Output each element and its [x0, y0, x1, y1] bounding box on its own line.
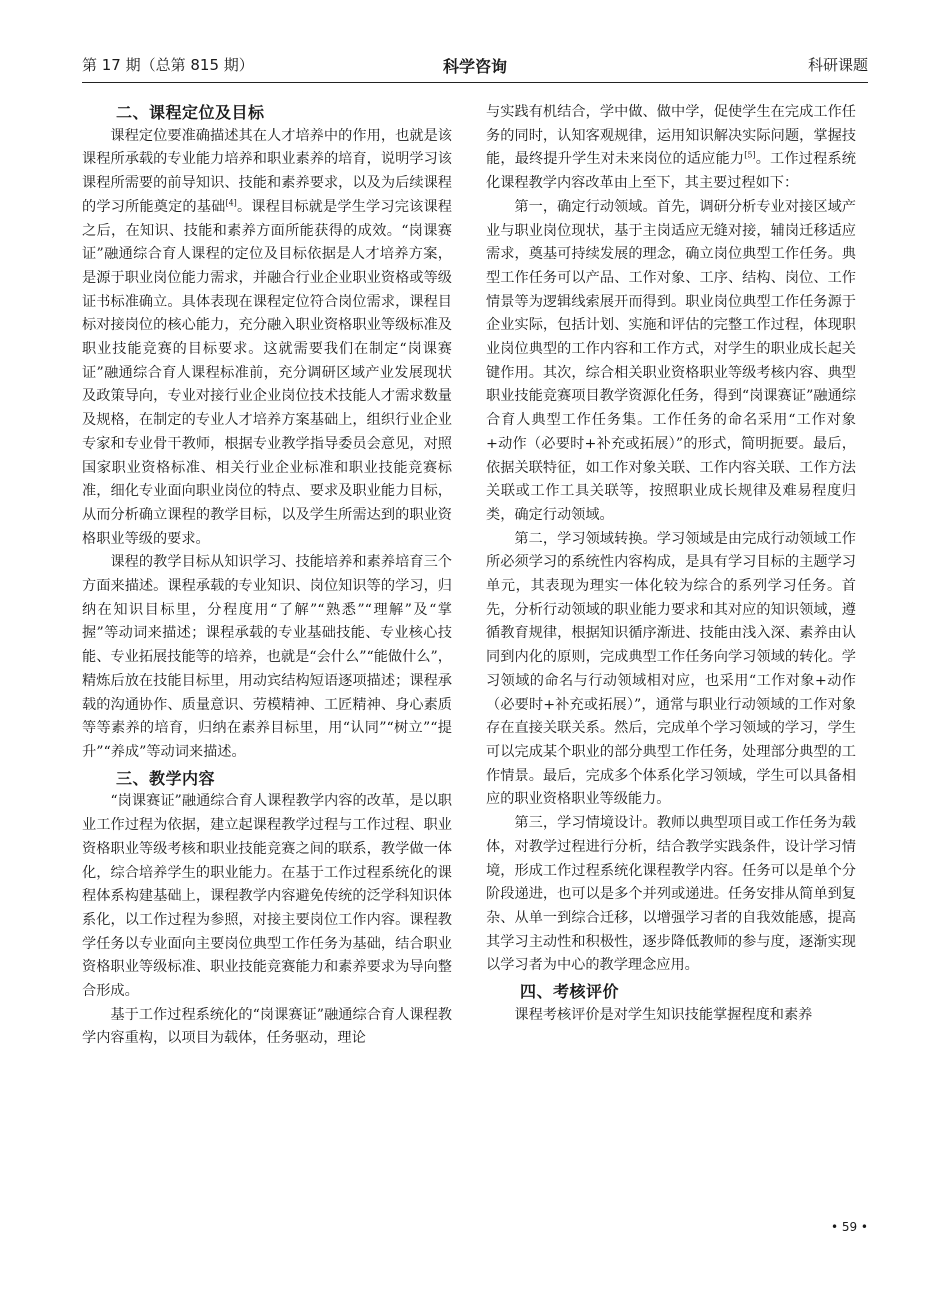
section-heading-course-positioning: 二、课程定位及目标: [116, 103, 265, 122]
paragraph-text: 。工作过程系统化课程教学内容改革由上至下，其主要过程如下：: [486, 151, 856, 192]
paragraph-text: 课程定位要准确描述其在人才培养中的作用，也就是该课程所承载的专业能力培养和职业素养的培育，说明学习该课程所需要的前导知识、技能和素养要求，以及为后续课程的学习所能奠定的基础: [82, 127, 452, 215]
section-heading-assessment: 四、考核评价: [520, 982, 620, 1002]
paragraph: 第三，学习情境设计。教师以典型项目或工作任务为载体，对教学过程进行分析，结合教学实践条件，设计学习情境，形成工作过程系统化课程教学内容。任务可以是单个分阶段递进，也可以是多个并列或递进。任务安排从简单到复杂、从单一到综合迁移，以增强学习者的自我效能感，提高其学习主动性和积极性，逐步降低教师的参与度，逐渐实现以学习者为中心的教学理念应用。: [486, 815, 856, 974]
header-divider: [82, 82, 868, 83]
paragraph: “岗课赛证”融通综合育人课程教学内容的改革，是以职业工作过程为依据，建立起课程教学过程与工作过程、职业资格职业等级考核和职业技能竞赛之间的联系，教学做一体化，综合培养学生的职业能力。在基于工作过程系统化的课程体系构建基础上，课程教学内容避免传统的泛学科知识体系化，以工作过程为参照，对接主要岗位工作内容。课程教学任务以专业面向主要岗位典型工作任务为基础，结合职业资格职业等级标准、职业技能竞赛能力和素养要求为导向整合形成。: [82, 793, 452, 1000]
paragraph-text: 。课程目标就是学生学习完该课程之后，在知识、技能和素养方面所能获得的成效。“岗课赛证”融通综合育人课程的定位及目标依据是人才培养方案，是源于职业岗位能力需求，并融合行业企业职业资格或等级证书标准确立。具体表现在课程定位符合岗位需求，课程目标对接岗位的核心能力，充分融入职业资格职业等级标准及职业技能竞赛的目标要求。这就需要我们在制定“岗课赛证”融通综合育人课程标准前，充分调研区域产业发展现状及政策导向，专业对接行业企业岗位技术技能人才需求数量及规格，在制定的专业人才培养方案基础上，组织行业企业专家和专业骨干教师，根据专业教学指导委员会意见，对照国家职业资格标准、相关行业企业标准和职业技能竞赛标准，细化专业面向职业岗位的特点、要求及职业能力目标，从而分析确立课程的教学目标，以及学生所需达到的职业资格职业等级的要求。: [82, 198, 452, 547]
paragraph-continued: [486, 101, 856, 196]
paragraph: 基于工作过程系统化的“岗课赛证”融通综合育人课程教学内容重构，以项目为载体，任务驱动，理论: [82, 1006, 452, 1047]
paragraph: 第一，确定行动领域。首先，调研分析专业对接区域产业与职业岗位现状，基于主岗适应无缝对接，辅岗迁移适应需求，奠基可持续发展的理念，确立岗位典型工作任务。典型工作任务可以产品、工作对象、工序、结构、岗位、工作情景等为逻辑线索展开而得到。职业岗位典型工作任务源于企业实际，包括计划、实施和评估的完整工作过程，体现职业岗位典型的工作内容和工作方式，对学生的职业成长起关键作用。其次，综合相关职业资格职业等级考核内容、典型职业技能竞赛项目教学资源化任务，得到“岗课赛证”融通综合育人典型工作任务集。工作任务的命名采用“工作对象+动作（必要时+补充或拓展）”的形式，简明扼要。最后，依据关联特征，如工作对象关联、工作内容关联、工作方法关联或工作工具关联等，按照职业成长规律及难易程度归类，确定行动领域。: [486, 198, 856, 523]
journal-title: 科学咨询: [442, 57, 507, 76]
paragraph: 第二，学习领域转换。学习领域是由完成行动领域工作所必须学习的系统性内容构成，是具有学习目标的主题学习单元，其表现为理实一体化较为综合的系列学习任务。首先，分析行动领域的职业能力要求和其对应的知识领域，遵循教育规律，根据知识循序渐进、技能由浅入深、素养由认同到内化的原则，完成典型工作任务向学习领域的转化。学习领域的命名与行动领域相对应，也采用“工作对象+动作（必要时+补充或拓展）”，通常与职业行动领域的工作对象存在直接关联关系。然后，完成单个学习领域的学习，学生可以完成某个职业的部分典型工作任务，处理部分典型的工作情景。最后，完成多个体系化学习领域，学生可以具备相应的职业资格职业等级能力。: [486, 530, 856, 808]
issue-number: 第 17 期（总第 815 期）: [82, 56, 254, 74]
paragraph: [82, 125, 452, 552]
paragraph: 课程的教学目标从知识学习、技能培养和素养培育三个方面来描述。课程承载的专业知识、岗位知识等的学习，归纳在知识目标里，分程度用“了解”“熟悉”“理解”及“掌握”等动词来描述；课程承载的专业基础技能、专业核心技能、专业拓展技能等的培养，也就是“会什么”“能做什么”，精炼后放在技能目标里，用动宾结构短语逐项描述；课程承载的沟通协作、质量意识、劳模精神、工匠精神、身心素质等等素养的培育，归纳在素养目标里，用“认同”“树立”“提升”“养成”等动词来描述。: [82, 554, 452, 760]
paragraph: 课程考核评价是对学生知识技能掌握程度和素养: [514, 1006, 813, 1023]
section-heading-teaching-content: 三、教学内容: [116, 768, 216, 788]
paragraph-text: 与实践有机结合，学中做、做中学，促使学生在完成工作任务的同时，认知客观规律，运用知识解决实际问题，掌握技能，最终提升学生对未来岗位的适应能力: [486, 104, 856, 168]
section-label: 科研课题: [807, 56, 868, 74]
citation-ref: [5]: [744, 150, 756, 160]
right-column: [486, 101, 856, 1027]
page-number: • 59 •: [830, 1220, 868, 1234]
page-header: [82, 54, 868, 80]
citation-ref: [4]: [225, 198, 237, 208]
left-column: [82, 101, 452, 1051]
